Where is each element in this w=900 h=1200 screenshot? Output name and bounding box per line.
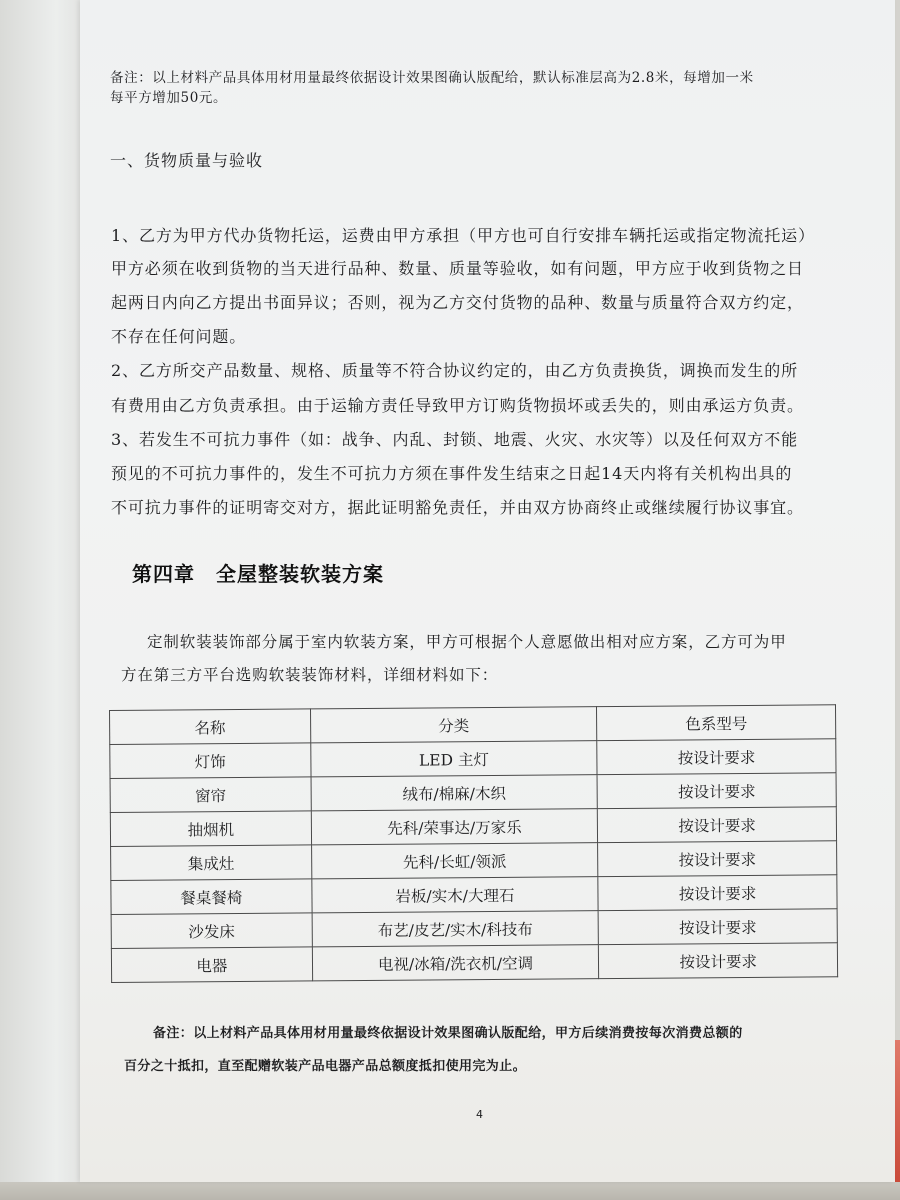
- intro-line-1: 定制软装装饰部分属于室内软装方案，甲方可根据个人意愿做出相对应方案，乙方可为甲: [147, 633, 787, 651]
- cell-color-model: 按设计要求: [599, 943, 838, 979]
- table-header-row: [110, 705, 836, 745]
- cell-color-model: 按设计要求: [598, 841, 837, 877]
- note-top-line-1: 备注：以上材料产品具体用材用量最终依据设计效果图确认版配给，默认标准层高为2.8米，每增加一米: [110, 70, 754, 86]
- page-number: 4: [476, 1108, 483, 1121]
- cell-category: 绒布/棉麻/木织: [311, 775, 598, 811]
- page-bottom-shadow: [0, 1182, 900, 1200]
- table-row: [111, 909, 837, 949]
- header-category: 分类: [310, 707, 597, 743]
- table-row: [110, 807, 836, 847]
- paragraph-line: 2、乙方所交产品数量、规格、质量等不符合协议约定的，由乙方负责换货，调换而发生的所: [111, 361, 799, 380]
- header-name: 名称: [110, 709, 311, 745]
- table-row: [111, 943, 837, 983]
- document-page: [80, 0, 895, 1182]
- header-color-model: 色系型号: [597, 705, 836, 741]
- cell-category: 布艺/皮艺/实木/科技布: [312, 911, 599, 947]
- paragraph-line: 起两日内向乙方提出书面异议；否则，视为乙方交付货物的品种、数量与质量符合双方约定，: [111, 293, 804, 312]
- cell-color-model: 按设计要求: [598, 807, 837, 843]
- note-bottom-line-1: 备注：以上材料产品具体用材用量最终依据设计效果图确认版配给，甲方后续消费按每次消费总额的: [153, 1026, 743, 1041]
- cell-category: 先科/长虹/领派: [311, 843, 598, 879]
- table-row: [111, 875, 837, 915]
- paragraph-line: 1、乙方为甲方代办货物托运，运费由甲方承担（甲方也可自行安排车辆托运或指定物流托运）: [111, 226, 815, 245]
- cell-name: 沙发床: [111, 913, 312, 949]
- table-row: [111, 841, 837, 881]
- cell-name: 窗帘: [110, 777, 311, 813]
- table-row: [110, 739, 836, 779]
- paragraph-line: 3、若发生不可抗力事件（如：战争、内乱、封锁、地震、火灾、水灾等）以及任何双方不能: [111, 430, 799, 449]
- materials-table: [109, 704, 838, 983]
- paragraph-line: 甲方必须在收到货物的当天进行品种、数量、质量等验收，如有问题，甲方应于收到货物之日: [111, 259, 804, 278]
- cell-name: 电器: [111, 947, 312, 983]
- note-bottom-line-2: 百分之十抵扣，直至配赠软装产品电器产品总额度抵扣使用完为止。: [124, 1059, 527, 1074]
- cell-color-model: 按设计要求: [597, 739, 836, 775]
- table-row: [110, 773, 836, 813]
- cell-category: 先科/荣事达/万家乐: [311, 809, 598, 845]
- cell-name: 抽烟机: [110, 811, 311, 847]
- cell-color-model: 按设计要求: [597, 773, 836, 809]
- cell-name: 餐桌餐椅: [111, 879, 312, 915]
- note-top-line-2: 每平方增加50元。: [110, 90, 228, 106]
- paragraph-line: 不存在任何问题。: [111, 327, 247, 346]
- paragraph-line: 有费用由乙方负责承担。由于运输方责任导致甲方订购货物损坏或丢失的，则由承运方负责。: [111, 396, 804, 415]
- intro-line-2: 方在第三方平台选购软装装饰材料，详细材料如下：: [121, 666, 499, 684]
- cell-category: 岩板/实木/大理石: [312, 877, 599, 913]
- cell-color-model: 按设计要求: [598, 875, 837, 911]
- paragraph-line: 预见的不可抗力事件的，发生不可抗力方须在事件发生结束之日起14天内将有关机构出具的: [111, 464, 793, 483]
- section-heading: 一、货物质量与验收: [110, 151, 264, 170]
- underlying-page-edge: [0, 0, 80, 1200]
- cell-name: 灯饰: [110, 743, 311, 779]
- cell-category: 电视/冰箱/洗衣机/空调: [312, 945, 599, 981]
- cell-category: LED 主灯: [310, 741, 597, 777]
- paragraph-line: 不可抗力事件的证明寄交对方，据此证明豁免责任，并由双方协商终止或继续履行协议事宜。: [111, 498, 804, 517]
- chapter-title: 第四章 全屋整装软装方案: [132, 562, 384, 586]
- cell-color-model: 按设计要求: [598, 909, 837, 945]
- cell-name: 集成灶: [111, 845, 312, 881]
